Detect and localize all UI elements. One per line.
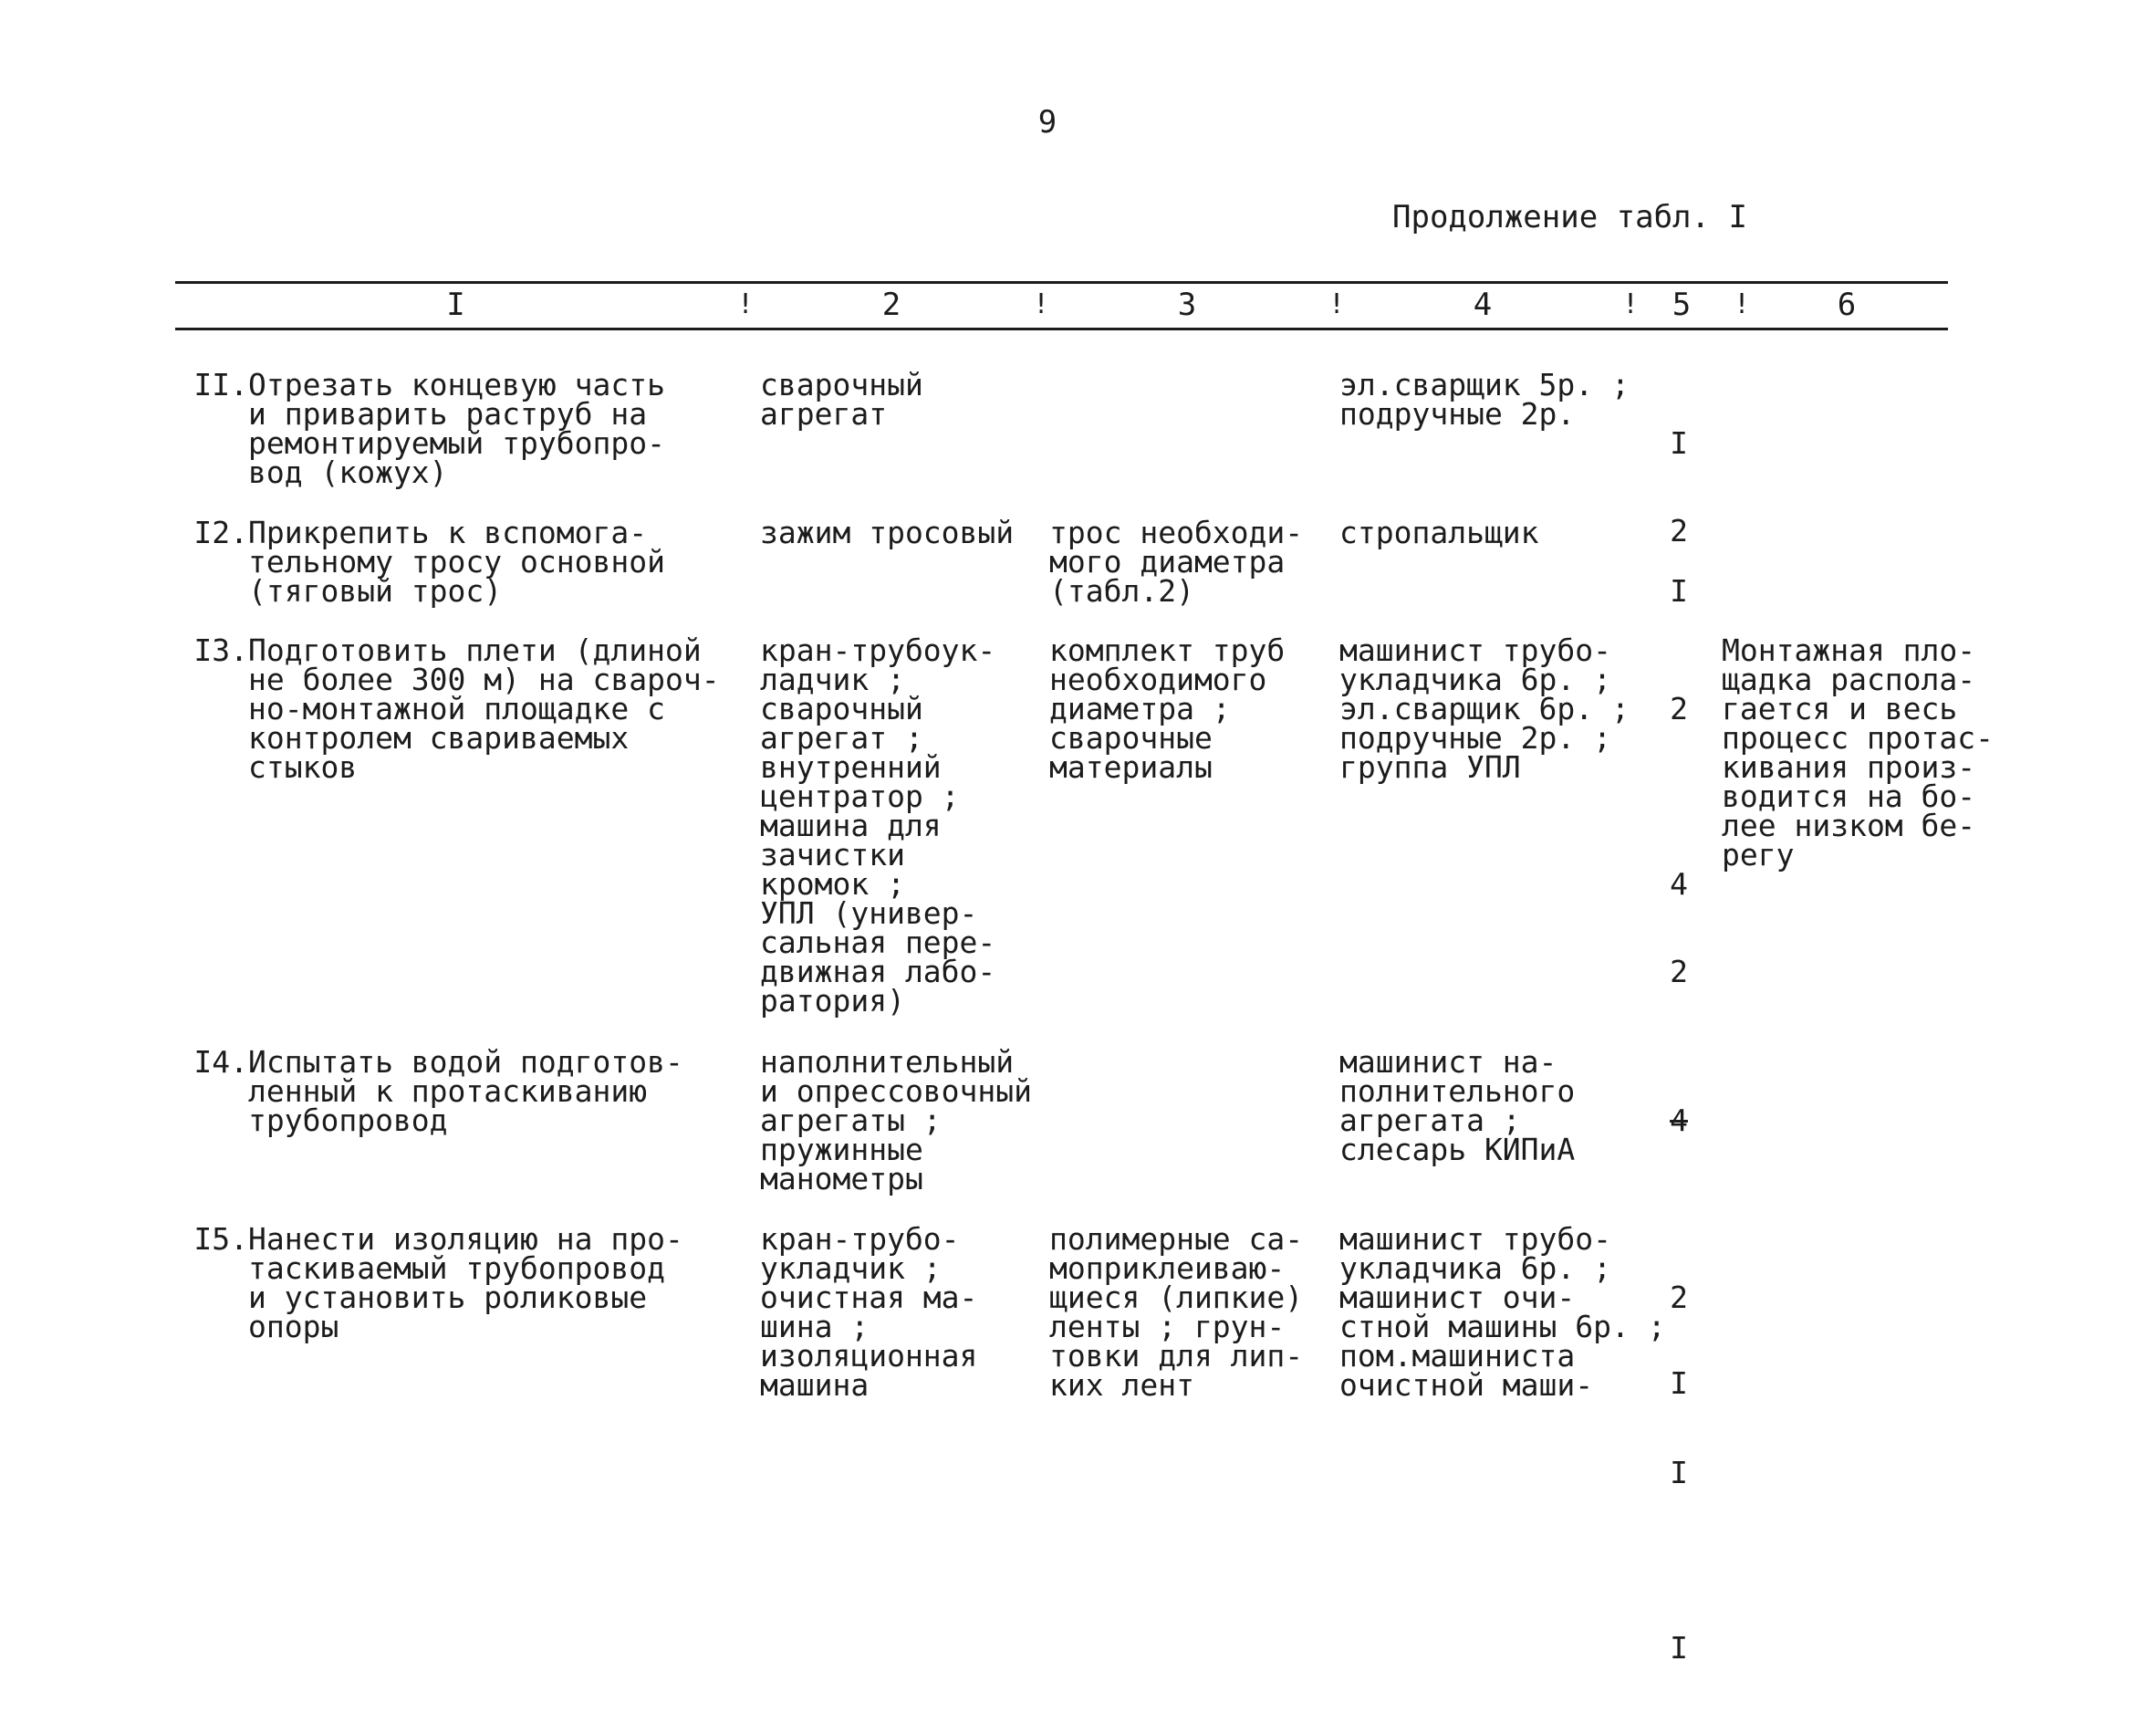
workers-cell: стропальщик (1339, 515, 1539, 550)
table-continuation-label: Продолжение табл. I (1392, 199, 1747, 235)
count-value (1661, 1365, 1697, 1401)
column-header-3: 3 (1177, 287, 1197, 323)
count-value: I (1670, 1455, 1688, 1490)
column-header-5: 5 (1672, 287, 1692, 323)
count-value: 2 (1670, 954, 1688, 989)
materials-cell: полимерные са- моприклеиваю- щиеся (липкие) ленты ; грун- товки для лип- ких лент (1049, 1221, 1304, 1403)
operation-cell: Испытать водой подготов- ленный к протаскиванию трубопровод (248, 1044, 683, 1138)
row-number: I3. (193, 632, 248, 668)
column-header-4: 4 (1473, 287, 1493, 323)
table-header-rule-top (175, 281, 1948, 284)
row-number: II. (193, 367, 248, 402)
count-value (1661, 1194, 1697, 1223)
equipment-cell: кран-трубо- укладчик ; очистная ма- шина ; изоляционная машина (760, 1221, 978, 1403)
row-number: I4. (193, 1044, 248, 1080)
count-value: 2 (1670, 1280, 1688, 1315)
count-cell (1661, 1225, 1697, 1721)
count-value: 4 (1670, 866, 1688, 902)
count-value (1661, 1546, 1697, 1575)
table-header-rule-bottom (175, 328, 1948, 330)
workers-cell: машинист трубо- укладчика 6р. ; эл.сварщик 6р. ; подручные 2р. ; группа УПЛ (1339, 632, 1630, 785)
column-separator: ! (1033, 288, 1050, 320)
column-separator: ! (1328, 288, 1346, 320)
note-cell: Монтажная пло- щадка распола- гается и весь процесс протас- кивания произ- водится на бо- лее низком бе- регу (1722, 632, 1995, 872)
materials-cell: комплект труб необходимого диаметра ; сварочные материалы (1049, 632, 1286, 785)
operation-cell: Нанести изоляцию на про- таскиваемый трубопровод и установить роликовые опоры (248, 1221, 683, 1344)
equipment-cell: сварочный агрегат (760, 367, 923, 432)
count-value: I (1670, 1630, 1688, 1666)
count-cell (1661, 636, 1697, 1045)
count-value: I (1670, 425, 1688, 461)
workers-cell: эл.сварщик 5р. ; подручные 2р. (1339, 367, 1630, 432)
column-separator: ! (737, 288, 755, 320)
count-value: 2 (1670, 691, 1688, 726)
operation-cell: Прикрепить к вспомога- тельному тросу основной (тяговый трос) (248, 515, 665, 609)
column-separator: ! (1734, 288, 1751, 320)
operation-cell: Отрезать концевую часть и приварить раструб на ремонтируемый трубопро- вод (кожух) (248, 367, 665, 490)
page-number: 9 (1037, 104, 1057, 141)
workers-cell: машинист на- полнительного агрегата ; слесарь КИПиА (1339, 1044, 1576, 1167)
row-number: I5. (193, 1221, 248, 1257)
count-value: I (1670, 573, 1688, 609)
equipment-cell: кран-трубоук- ладчик ; сварочный агрегат ; внутренний центратор ; машина для зачистки кромок ; УПЛ (универ- сальная пере- движная лабо- ратория) (760, 632, 996, 1019)
count-value: 2 (1670, 513, 1688, 549)
column-header-2: 2 (881, 287, 901, 323)
equipment-cell: наполнительный и опрессовочный агрегаты ; пружинные манометры (760, 1044, 1033, 1196)
column-header-6: 6 (1837, 287, 1857, 323)
column-separator: ! (1622, 288, 1640, 320)
row-number: I2. (193, 515, 248, 550)
operation-cell: Подготовить плети (длиной не более 300 м) на свароч- но-монтажной площадке с контролем свариваемых стыков (248, 632, 720, 785)
column-header-1: I (446, 287, 465, 323)
count-value: 4 (1670, 1102, 1688, 1138)
count-value (1661, 782, 1697, 811)
count-value: I (1670, 1365, 1688, 1401)
equipment-cell: зажим тросовый (760, 515, 1015, 550)
materials-cell: трос необходи- мого диаметра (табл.2) (1049, 515, 1304, 609)
workers-cell: машинист трубо- укладчика 6р. ; машинист очи- стной машины 6р. ; пом.машиниста очистной маши- (1339, 1221, 1666, 1403)
